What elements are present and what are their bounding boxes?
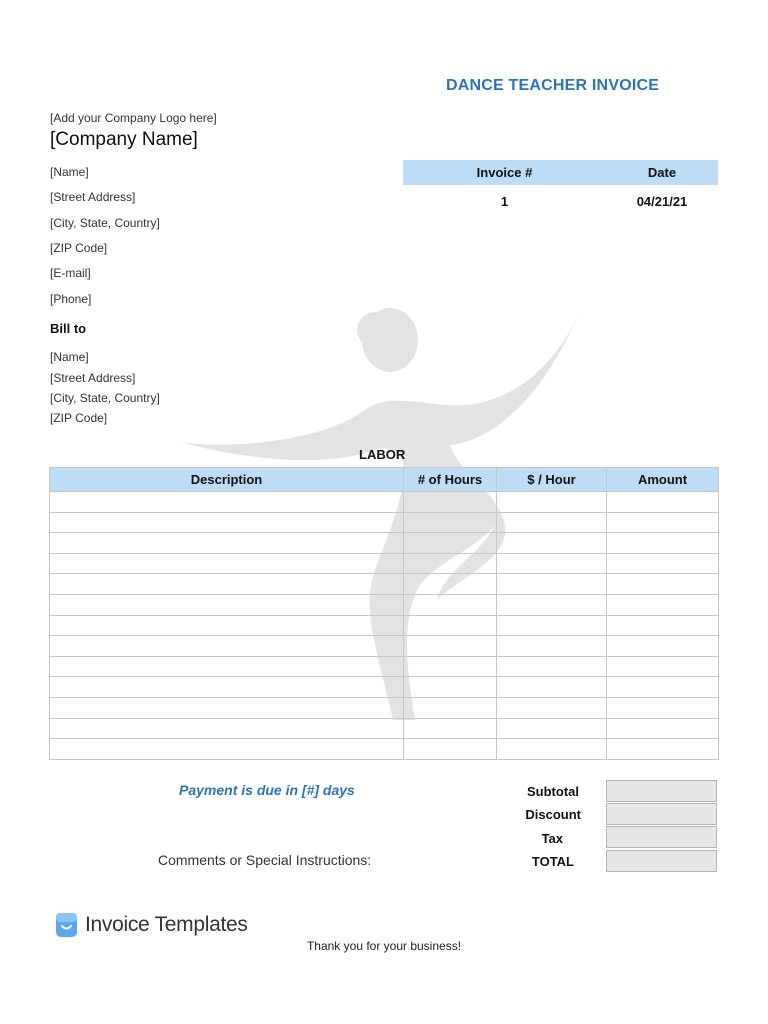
cell-hours[interactable]	[404, 718, 497, 739]
cell-amount[interactable]	[607, 512, 719, 533]
cell-description[interactable]	[50, 492, 404, 513]
cell-description[interactable]	[50, 594, 404, 615]
discount-field[interactable]	[606, 803, 717, 825]
cell-hours[interactable]	[404, 553, 497, 574]
cell-hours[interactable]	[404, 636, 497, 657]
cell-hours[interactable]	[404, 656, 497, 677]
cell-hours[interactable]	[404, 574, 497, 595]
table-row	[50, 656, 719, 677]
labor-title: LABOR	[359, 447, 406, 462]
column-header-description: Description	[50, 468, 404, 492]
sender-street: [Street Address]	[50, 190, 136, 204]
cell-rate[interactable]	[497, 512, 607, 533]
tax-label: Tax	[541, 831, 563, 846]
table-row	[50, 615, 719, 636]
sender-zip: [ZIP Code]	[50, 241, 108, 255]
bill-to-name: [Name]	[50, 350, 89, 364]
cell-description[interactable]	[50, 677, 404, 698]
invoice-title: DANCE TEACHER INVOICE	[446, 77, 660, 94]
cell-hours[interactable]	[404, 615, 497, 636]
subtotal-field[interactable]	[606, 780, 717, 802]
table-row	[50, 492, 719, 513]
cell-amount[interactable]	[607, 594, 719, 615]
cell-amount[interactable]	[607, 697, 719, 718]
bill-to-heading: Bill to	[50, 321, 87, 336]
cell-hours[interactable]	[404, 677, 497, 698]
column-header-rate: $ / Hour	[497, 468, 607, 492]
payment-terms: Payment is due in [#] days	[179, 782, 355, 798]
cell-hours[interactable]	[404, 697, 497, 718]
cell-rate[interactable]	[497, 718, 607, 739]
total-label: TOTAL	[531, 854, 574, 869]
cell-rate[interactable]	[497, 615, 607, 636]
total-field[interactable]	[606, 850, 717, 872]
table-row	[50, 553, 719, 574]
date-header: Date	[606, 160, 718, 185]
table-row	[50, 512, 719, 533]
cell-rate[interactable]	[497, 697, 607, 718]
column-header-amount: Amount	[607, 468, 719, 492]
cell-amount[interactable]	[607, 615, 719, 636]
cell-amount[interactable]	[607, 656, 719, 677]
cell-hours[interactable]	[404, 594, 497, 615]
sender-email: [E-mail]	[50, 266, 91, 280]
cell-description[interactable]	[50, 533, 404, 554]
cell-rate[interactable]	[497, 739, 607, 760]
cell-amount[interactable]	[607, 553, 719, 574]
bill-to-zip: [ZIP Code]	[50, 411, 108, 425]
cell-hours[interactable]	[404, 533, 497, 554]
cell-amount[interactable]	[607, 533, 719, 554]
cell-rate[interactable]	[497, 677, 607, 698]
cell-description[interactable]	[50, 739, 404, 760]
table-row	[50, 594, 719, 615]
table-row	[50, 677, 719, 698]
cell-description[interactable]	[50, 718, 404, 739]
date-value[interactable]: 04/21/21	[636, 194, 688, 209]
table-row	[50, 533, 719, 554]
cell-description[interactable]	[50, 553, 404, 574]
sender-name: [Name]	[50, 165, 89, 179]
cell-rate[interactable]	[497, 656, 607, 677]
brand-logo-group	[56, 913, 248, 937]
bill-to-street: [Street Address]	[50, 371, 136, 385]
cell-description[interactable]	[50, 574, 404, 595]
invoice-templates-logo-icon	[56, 913, 77, 937]
table-row	[50, 574, 719, 595]
cell-description[interactable]	[50, 512, 404, 533]
logo-placeholder: [Add your Company Logo here]	[50, 111, 217, 125]
cell-rate[interactable]	[497, 594, 607, 615]
cell-description[interactable]	[50, 615, 404, 636]
cell-rate[interactable]	[497, 636, 607, 657]
table-row	[50, 636, 719, 657]
tax-field[interactable]	[606, 826, 717, 848]
cell-rate[interactable]	[497, 533, 607, 554]
cell-hours[interactable]	[404, 512, 497, 533]
labor-table	[49, 467, 719, 760]
sender-city: [City, State, Country]	[50, 216, 160, 230]
table-row	[50, 718, 719, 739]
cell-amount[interactable]	[607, 718, 719, 739]
cell-hours[interactable]	[404, 492, 497, 513]
cell-description[interactable]	[50, 656, 404, 677]
brand-name: Invoice Templates	[85, 913, 248, 936]
cell-rate[interactable]	[497, 574, 607, 595]
cell-rate[interactable]	[497, 553, 607, 574]
subtotal-label: Subtotal	[527, 784, 579, 799]
column-header-hours: # of Hours	[404, 468, 497, 492]
thank-you-note: Thank you for your business!	[306, 939, 462, 953]
sender-phone: [Phone]	[50, 292, 92, 306]
cell-description[interactable]	[50, 697, 404, 718]
company-name: [Company Name]	[50, 129, 198, 150]
cell-amount[interactable]	[607, 739, 719, 760]
table-row	[50, 739, 719, 760]
cell-hours[interactable]	[404, 739, 497, 760]
invoice-number-header: Invoice #	[403, 160, 606, 185]
cell-description[interactable]	[50, 636, 404, 657]
cell-amount[interactable]	[607, 677, 719, 698]
table-row	[50, 697, 719, 718]
cell-rate[interactable]	[497, 492, 607, 513]
labor-header-row	[50, 468, 719, 492]
invoice-number-value[interactable]: 1	[500, 194, 509, 209]
cell-amount[interactable]	[607, 492, 719, 513]
cell-amount[interactable]	[607, 574, 719, 595]
comments-label: Comments or Special Instructions:	[158, 852, 372, 868]
cell-amount[interactable]	[607, 636, 719, 657]
discount-label: Discount	[525, 807, 581, 822]
bill-to-city: [City, State, Country]	[50, 391, 160, 405]
